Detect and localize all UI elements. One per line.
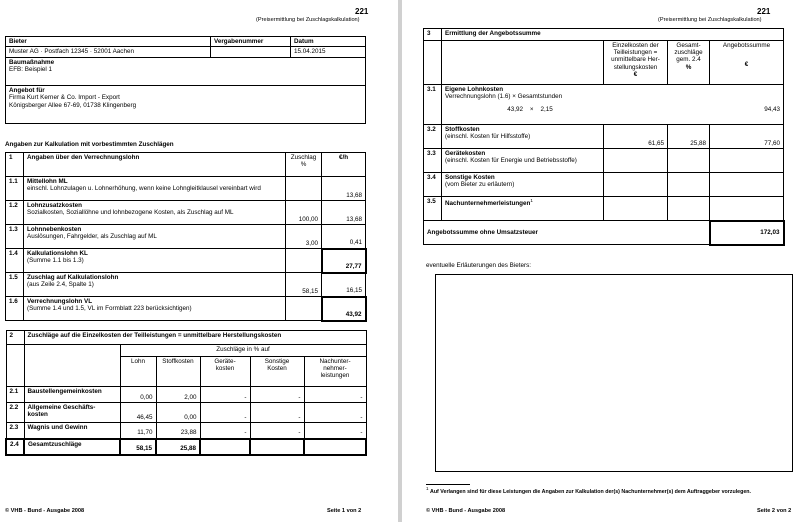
r33-zuschlag[interactable] <box>668 149 710 173</box>
s1-row <box>6 201 366 225</box>
s2-row <box>6 439 366 455</box>
vergabe-label: Vergabenummer <box>211 37 291 47</box>
total-value: 172,03 <box>710 221 784 245</box>
form-page-1 <box>0 0 398 522</box>
s2-row-num: 2.3 <box>6 423 24 439</box>
s1-row-label: Zuschlag auf Kalkulationslohn (aus Zeile 2.4, Spalte 1) <box>24 273 286 297</box>
s1-row-num: 1.6 <box>6 297 24 321</box>
s1-row-value[interactable]: 27,77 <box>322 249 366 273</box>
footnote-rule <box>426 484 470 485</box>
r32-label: Stoffkosten (einschl. Kosten für Hilfsstoffe) <box>442 125 604 149</box>
s2-row-value[interactable]: - <box>304 403 366 423</box>
section-2-table <box>5 330 367 456</box>
s2-row-value[interactable]: - <box>250 403 304 423</box>
footer-right: Seite 2 von 2 <box>757 508 792 514</box>
s2-subhead: Zuschläge in % auf <box>120 345 366 357</box>
s1-row-pct[interactable] <box>286 177 322 201</box>
bieter-label: Bieter <box>6 37 211 47</box>
r31-label: Eigene Lohnkosten Verrechnungslohn (1.6) × Gesamtstunden <box>442 85 784 105</box>
s2-col-sonstige: Sonstige Kosten <box>250 357 304 387</box>
r33-label: Gerätekosten (einschl. Kosten für Energie und Betriebsstoffe) <box>442 149 604 173</box>
s2-num: 2 <box>6 331 24 345</box>
r31-calc-a: 43,92 <box>507 105 523 113</box>
s2-col-stoff: Stoffkosten <box>156 357 200 387</box>
s1-row-pct[interactable] <box>286 249 322 273</box>
s3-unit3: € <box>744 61 749 69</box>
r35-footnote-ref: 1 <box>530 198 533 203</box>
form-subtitle: (Preisermittlung bei Zuschlagskalkulation) <box>256 17 360 23</box>
s1-row-value[interactable]: 16,15 <box>322 273 366 297</box>
bidder-header-table <box>5 36 366 124</box>
s1-row <box>6 225 366 249</box>
s1-row-num: 1.5 <box>6 273 24 297</box>
angebot-label: Angebot für <box>9 87 45 95</box>
s1-row-value[interactable]: 13,68 <box>322 177 366 201</box>
s2-row-value[interactable]: - <box>250 387 304 403</box>
s2-row-label: Allgemeine Geschäfts- kosten <box>24 403 120 423</box>
s2-row-value[interactable]: 58,15 <box>120 439 156 455</box>
datum-label: Datum <box>291 37 366 47</box>
s1-num: 1 <box>6 153 24 177</box>
s1-col-unit: €/h <box>322 153 366 177</box>
s3-col3: Angebotssumme € <box>710 41 784 85</box>
form-page-2 <box>402 0 800 522</box>
r34-zuschlag[interactable] <box>668 173 710 197</box>
s2-row-num: 2.2 <box>6 403 24 423</box>
r35-einzelkosten[interactable] <box>604 197 668 221</box>
s3-title: Ermittlung der Angebotssumme <box>442 29 784 41</box>
s1-row-pct[interactable]: 3,00 <box>286 225 322 249</box>
bieter-field[interactable]: Muster AG · Postfach 12345 · 52001 Aachen <box>6 47 211 58</box>
s1-row-label: Mittellohn ML einschl. Lohnzulagen u. Lohnerhöhung, wenn keine Lohngleitklausel vereinbart wird <box>24 177 286 201</box>
s1-row-num: 1.4 <box>6 249 24 273</box>
s1-row-label: Kalkulationslohn KL (Summe 1.1 bis 1.3) <box>24 249 286 273</box>
r34-num: 3.4 <box>424 173 442 197</box>
s2-row-num: 2.4 <box>6 439 24 455</box>
remarks-label: eventuelle Erläuterungen des Bieters: <box>426 262 532 269</box>
s2-col-nachunternehmer: Nachunter- nehmer- leistungen <box>304 357 366 387</box>
footer-right: Seite 1 von 2 <box>327 508 362 514</box>
s2-row-label: Baustellengemeinkosten <box>24 387 120 403</box>
s2-row-value[interactable]: - <box>250 423 304 439</box>
r34-einzelkosten[interactable] <box>604 173 668 197</box>
angebot-field[interactable] <box>6 86 366 124</box>
s2-row-value[interactable]: 25,88 <box>156 439 200 455</box>
s1-row-num: 1.2 <box>6 201 24 225</box>
s1-row-num: 1.3 <box>6 225 24 249</box>
s2-row-value[interactable]: - <box>200 423 250 439</box>
r33-num: 3.3 <box>424 149 442 173</box>
r34-label: Sonstige Kosten (vom Bieter zu erläutern) <box>442 173 604 197</box>
footnote: $^1$ Auf Verlangen sind für diese Leistungen die Angaben zur Kalkulation der(s) Nachunternehmer(s) dem Auftraggeber vorzulegen. <box>426 486 752 495</box>
s2-col-geraete: Geräte- kosten <box>200 357 250 387</box>
s3-col2: Gesamt- zuschläge gem. 2.4 % <box>668 41 710 85</box>
s1-row-label: Lohnzusatzkosten Sozialkosten, Soziallöhne und lohnbezogene Kosten, als Zuschlag auf ML <box>24 201 286 225</box>
s2-row-value[interactable] <box>250 439 304 455</box>
footer-left: © VHB - Bund - Ausgabe 2008 <box>5 508 85 514</box>
s1-row-value[interactable]: 43,92 <box>322 297 366 321</box>
angebot-line2: Königsberger Allee 67-69, 01738 Klingenberg <box>9 101 137 109</box>
s1-row-label: Verrechnungslohn VL (Summe 1.4 und 1.5, VL im Formblatt 223 berücksichtigen) <box>24 297 286 321</box>
s2-row-label: Wagnis und Gewinn <box>24 423 120 439</box>
baumassnahme-field[interactable] <box>6 58 366 86</box>
r31-calc-b: 2,15 <box>540 105 553 113</box>
s1-row <box>6 297 366 321</box>
s3-col1: Einzelkosten der Teilleistungen = unmittelbare Her- stellungskosten € <box>604 41 668 85</box>
s2-row-value[interactable]: - <box>200 403 250 423</box>
s1-title: Angaben über den Verrechnungslohn <box>24 153 286 177</box>
baumassnahme-label: Baumaßnahme <box>9 59 55 67</box>
s1-row-value[interactable]: 0,41 <box>322 225 366 249</box>
s2-row-value[interactable]: 46,45 <box>120 403 156 423</box>
r35-summe[interactable] <box>710 197 784 221</box>
r33-summe[interactable] <box>710 149 784 173</box>
s1-col-zuschlag: Zuschlag % <box>286 153 322 177</box>
s2-row <box>6 423 366 439</box>
r32-summe[interactable]: 77,60 <box>710 125 784 149</box>
form-number: 221 <box>757 7 771 16</box>
s2-row-value[interactable]: 23,88 <box>156 423 200 439</box>
s2-row-value[interactable]: 2,00 <box>156 387 200 403</box>
r34-summe[interactable] <box>710 173 784 197</box>
s2-row <box>6 387 366 403</box>
s2-col-lohn: Lohn <box>120 357 156 387</box>
s2-row <box>6 403 366 423</box>
s2-row-value[interactable]: 11,70 <box>120 423 156 439</box>
s2-row-num: 2.1 <box>6 387 24 403</box>
s2-row-value[interactable]: 0,00 <box>156 403 200 423</box>
s3-unit2: % <box>685 63 692 71</box>
s2-row-value[interactable] <box>200 439 250 455</box>
s1-row <box>6 249 366 273</box>
section-1-table <box>5 152 367 322</box>
r35-zuschlag[interactable] <box>668 197 710 221</box>
s2-title: Zuschläge auf die Einzelkosten der Teilleistungen = unmittelbare Herstellungskosten <box>24 331 366 345</box>
s1-row-value[interactable]: 13,68 <box>322 201 366 225</box>
s3-num: 3 <box>424 29 442 41</box>
angebot-line1: Firma Kurt Kerner & Co. Import - Export <box>9 94 120 102</box>
baumassnahme-value: EFB: Beispiel 1 <box>9 66 53 74</box>
s1-row-pct[interactable]: 58,15 <box>286 273 322 297</box>
remarks-box[interactable] <box>435 274 793 472</box>
s2-row-label: Gesamtzuschläge <box>24 439 120 455</box>
s2-row-value[interactable]: - <box>200 387 250 403</box>
s1-row-label: Lohnnebenkosten Auslösungen, Fahrgelder, als Zuschlag auf ML <box>24 225 286 249</box>
s2-row-value[interactable]: 0,00 <box>120 387 156 403</box>
s3-unit1: € <box>633 70 638 78</box>
s1-row-pct[interactable]: 100,00 <box>286 201 322 225</box>
r35-num: 3.5 <box>424 197 442 221</box>
total-label: Angebotssumme ohne Umsatzsteuer <box>424 221 710 245</box>
s1-row-pct[interactable] <box>286 297 322 321</box>
r32-einzelkosten[interactable]: 61,65 <box>604 125 668 149</box>
s1-row <box>6 273 366 297</box>
form-number: 221 <box>355 7 369 16</box>
section-heading: Angaben zur Kalkulation mit vorbestimmten Zuschlägen <box>5 141 174 148</box>
r32-zuschlag[interactable]: 25,88 <box>668 125 710 149</box>
footer-left: © VHB - Bund - Ausgabe 2008 <box>426 508 506 514</box>
s2-row-value[interactable] <box>304 439 366 455</box>
vergabe-field[interactable] <box>211 47 291 58</box>
s1-row <box>6 177 366 201</box>
r32-num: 3.2 <box>424 125 442 149</box>
datum-field[interactable]: 15.04.2015 <box>291 47 366 58</box>
s1-row-num: 1.1 <box>6 177 24 201</box>
r31-calc-x: × <box>529 105 534 113</box>
r31-sum: 94,43 <box>710 105 784 125</box>
r31-calc <box>442 105 710 125</box>
r31-num: 3.1 <box>424 85 442 105</box>
r35-label: Nachunternehmerleistungen$^1$ <box>442 197 604 221</box>
s2-row-value[interactable]: - <box>304 423 366 439</box>
r33-einzelkosten[interactable] <box>604 149 668 173</box>
form-subtitle: (Preisermittlung bei Zuschlagskalkulation) <box>658 17 762 23</box>
section-3-table <box>423 28 785 246</box>
s2-row-value[interactable]: - <box>304 387 366 403</box>
